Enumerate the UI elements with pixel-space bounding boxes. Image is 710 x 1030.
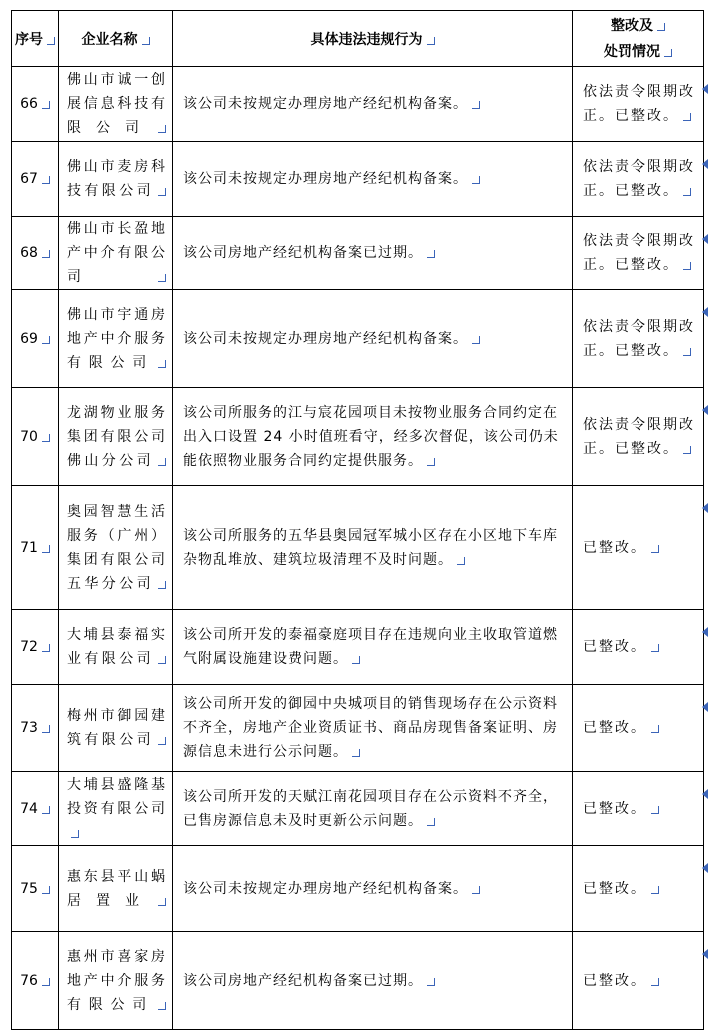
cell-number: 75 (12, 846, 59, 932)
row-end-marker-icon (702, 789, 708, 799)
cell-number: 72 (12, 610, 59, 685)
paragraph-mark-icon (158, 581, 166, 589)
paragraph-mark-icon (683, 262, 691, 270)
cell-violation: 该公司未按规定办理房地产经纪机构备案。 (173, 290, 573, 388)
cell-number: 68 (12, 217, 59, 290)
paragraph-mark-icon (472, 336, 480, 344)
table-row (12, 486, 704, 610)
row-end-marker-icon (702, 405, 708, 415)
cell-result: 已整改。 (573, 610, 704, 685)
header-company: 企业名称 (59, 11, 173, 67)
table-row (12, 217, 704, 290)
cell-number: 69 (12, 290, 59, 388)
cell-violation: 该公司未按规定办理房地产经纪机构备案。 (173, 142, 573, 217)
cell-company: 梅州市御园建筑有限公司 (59, 685, 173, 772)
paragraph-mark-icon (427, 978, 435, 986)
cell-violation: 该公司房地产经纪机构备案已过期。 (173, 217, 573, 290)
violations-table (11, 10, 704, 1030)
paragraph-mark-icon (651, 886, 659, 894)
cell-number: 70 (12, 388, 59, 486)
paragraph-mark-icon (42, 434, 50, 442)
paragraph-mark-icon (158, 898, 166, 906)
row-end-marker-icon (702, 949, 708, 959)
cell-company: 佛山市宇通房地产中介服务有限公司 (59, 290, 173, 388)
paragraph-mark-icon (651, 978, 659, 986)
paragraph-mark-icon (42, 806, 50, 814)
paragraph-mark-icon (683, 348, 691, 356)
paragraph-mark-icon (651, 806, 659, 814)
table-header-row (12, 11, 704, 67)
paragraph-mark-icon (158, 1002, 166, 1010)
paragraph-mark-icon (457, 557, 465, 565)
cell-result: 依法责令限期改正。已整改。 (573, 217, 704, 290)
paragraph-mark-icon (71, 830, 79, 838)
table-row (12, 932, 704, 1030)
cell-number: 74 (12, 772, 59, 846)
table-row (12, 142, 704, 217)
cell-number: 66 (12, 67, 59, 142)
cell-result: 已整改。 (573, 685, 704, 772)
row-end-marker-icon (702, 702, 708, 712)
cell-result: 依法责令限期改正。已整改。 (573, 67, 704, 142)
cell-violation: 该公司所开发的天赋江南花园项目存在公示资料不齐全，已售房源信息未及时更新公示问题。 (173, 772, 573, 846)
cell-violation: 该公司所开发的泰福豪庭项目存在违规向业主收取管道燃气附属设施建设费问题。 (173, 610, 573, 685)
cell-company: 惠州市喜家房地产中介服务有限公司 (59, 932, 173, 1030)
table-row (12, 67, 704, 142)
cell-company: 大埔县盛隆基投资有限公司 (59, 772, 173, 846)
paragraph-mark-icon (158, 737, 166, 745)
paragraph-mark-icon (42, 176, 50, 184)
row-end-marker-icon (702, 84, 708, 94)
cell-company: 佛山市诚一创展信息科技有限公司 (59, 67, 173, 142)
row-end-marker-icon (702, 863, 708, 873)
cell-number: 71 (12, 486, 59, 610)
cell-number: 76 (12, 932, 59, 1030)
paragraph-mark-icon (352, 749, 360, 757)
header-result: 整改及 处罚情况 (573, 11, 704, 67)
paragraph-mark-icon (158, 274, 166, 282)
paragraph-mark-icon (352, 656, 360, 664)
cell-result: 已整改。 (573, 846, 704, 932)
row-end-marker-icon (702, 159, 708, 169)
table-row (12, 685, 704, 772)
table-row (12, 610, 704, 685)
cell-result: 依法责令限期改正。已整改。 (573, 142, 704, 217)
cell-result: 已整改。 (573, 932, 704, 1030)
cell-company: 大埔县泰福实业有限公司 (59, 610, 173, 685)
paragraph-mark-icon (42, 644, 50, 652)
paragraph-mark-icon (42, 336, 50, 344)
table-row (12, 846, 704, 932)
cell-company: 佛山市长盈地产中介有限公司 (59, 217, 173, 290)
row-end-marker-icon (702, 503, 708, 513)
cell-company: 惠东县平山蜗居置业 (59, 846, 173, 932)
paragraph-mark-icon (158, 188, 166, 196)
paragraph-mark-icon (158, 458, 166, 466)
row-end-marker-icon (702, 234, 708, 244)
paragraph-mark-icon (683, 113, 691, 121)
cell-violation: 该公司所服务的江与宸花园项目未按物业服务合同约定在出入口设置 24 小时值班看守，经多次督促，该公司仍未能依照物业服务合同约定提供服务。 (173, 388, 573, 486)
paragraph-mark-icon (42, 978, 50, 986)
paragraph-mark-icon (472, 886, 480, 894)
cell-violation: 该公司未按规定办理房地产经纪机构备案。 (173, 67, 573, 142)
cell-company: 龙湖物业服务集团有限公司佛山分公司 (59, 388, 173, 486)
cell-company: 奥园智慧生活服务（广州）集团有限公司五华分公司 (59, 486, 173, 610)
paragraph-mark-icon (651, 644, 659, 652)
paragraph-mark-icon (42, 250, 50, 258)
paragraph-mark-icon (427, 250, 435, 258)
paragraph-mark-icon (427, 458, 435, 466)
table-row (12, 388, 704, 486)
cell-result: 已整改。 (573, 486, 704, 610)
cell-violation: 该公司所开发的御园中央城项目的销售现场存在公示资料不齐全，房地产企业资质证书、商品房现售备案证明、房源信息未进行公示问题。 (173, 685, 573, 772)
paragraph-mark-icon (42, 725, 50, 733)
table-row (12, 772, 704, 846)
header-violation: 具体违法违规行为 (173, 11, 573, 67)
cell-result: 依法责令限期改正。已整改。 (573, 388, 704, 486)
cell-violation: 该公司未按规定办理房地产经纪机构备案。 (173, 846, 573, 932)
row-end-marker-icon (702, 627, 708, 637)
table-row (12, 290, 704, 388)
row-end-marker-icon (702, 307, 708, 317)
paragraph-mark-icon (42, 101, 50, 109)
cell-company: 佛山市麦房科技有限公司 (59, 142, 173, 217)
paragraph-mark-icon (472, 176, 480, 184)
cell-number: 67 (12, 142, 59, 217)
cell-violation: 该公司所服务的五华县奥园冠军城小区存在小区地下车库杂物乱堆放、建筑垃圾清理不及时问题。 (173, 486, 573, 610)
paragraph-mark-icon (683, 446, 691, 454)
header-no: 序号 (12, 11, 59, 67)
paragraph-mark-icon (651, 545, 659, 553)
paragraph-mark-icon (427, 818, 435, 826)
paragraph-mark-icon (158, 656, 166, 664)
cell-violation: 该公司房地产经纪机构备案已过期。 (173, 932, 573, 1030)
paragraph-mark-icon (158, 125, 166, 133)
cell-result: 依法责令限期改正。已整改。 (573, 290, 704, 388)
cell-result: 已整改。 (573, 772, 704, 846)
paragraph-mark-icon (472, 101, 480, 109)
paragraph-mark-icon (42, 886, 50, 894)
cell-number: 73 (12, 685, 59, 772)
paragraph-mark-icon (158, 360, 166, 368)
paragraph-mark-icon (683, 188, 691, 196)
paragraph-mark-icon (42, 545, 50, 553)
paragraph-mark-icon (651, 725, 659, 733)
